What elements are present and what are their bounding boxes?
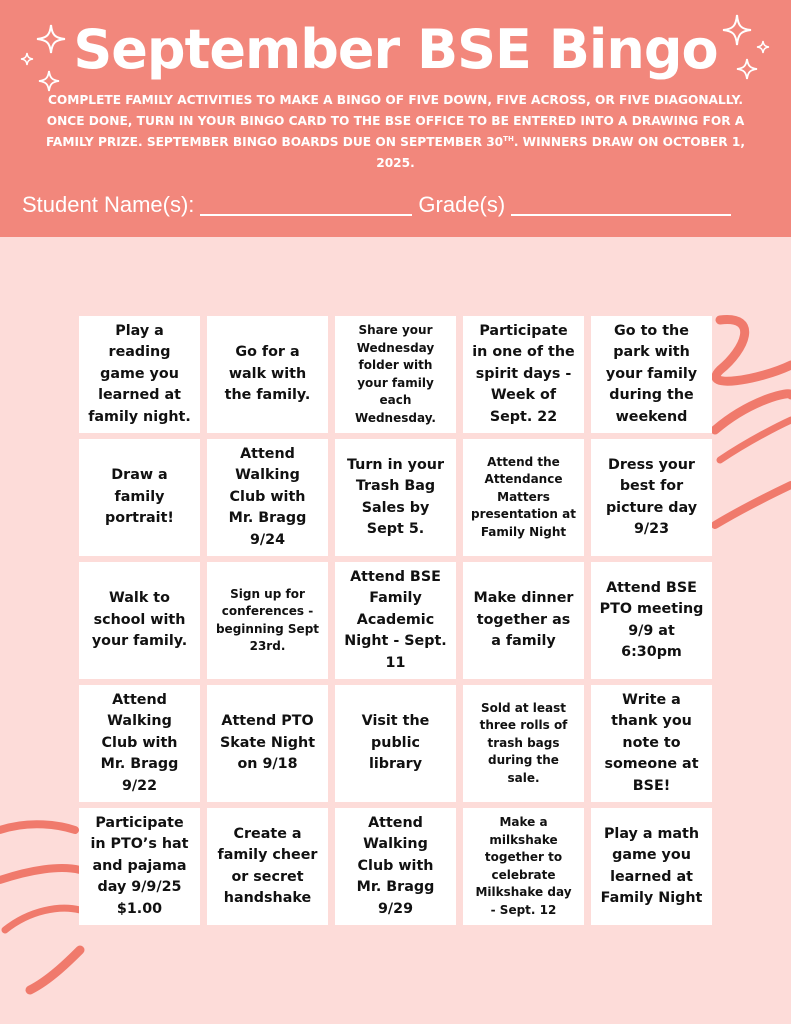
bingo-square-text: Dress your best for picture day 9/23 xyxy=(605,456,698,537)
bingo-square-text: Sold at least three rolls of trash bags during the sale. xyxy=(479,700,568,785)
grade-blank[interactable] xyxy=(511,192,731,216)
bingo-square-text: Turn in your Trash Bag Sales by Sept 5. xyxy=(347,456,444,537)
bingo-square[interactable] xyxy=(463,439,584,556)
bingo-square[interactable] xyxy=(591,685,712,802)
page-title: September BSE Bingo xyxy=(73,18,718,81)
header-banner xyxy=(0,0,791,237)
bingo-square[interactable] xyxy=(463,685,584,802)
bingo-square[interactable] xyxy=(207,562,328,679)
bingo-square[interactable] xyxy=(79,562,200,679)
bingo-square[interactable] xyxy=(207,316,328,433)
bingo-square[interactable] xyxy=(207,808,328,925)
instructions-end: . WINNERS DRAW ON OCTOBER 1, 2025. xyxy=(376,135,745,170)
bingo-square[interactable] xyxy=(335,808,456,925)
bingo-square-text: Share your Wednesday folder with your family each Wednesday. xyxy=(355,323,436,425)
instructions-main: COMPLETE FAMILY ACTIVITIES TO MAKE A BINGO OF FIVE DOWN, FIVE ACROSS, OR FIVE DIAGONALLY. ONCE DONE, TURN IN YOUR BINGO CARD TO THE BSE OFFICE TO BE ENTERED INTO A DRAWING FOR A FAMILY PRIZE. SEPTEMBER BINGO BOARDS DUE ON SEPTEMBER 30 xyxy=(45,93,745,149)
bingo-square-text: Write a thank you note to someone at BSE! xyxy=(604,691,699,794)
bingo-square-text: Make dinner together as a family xyxy=(473,590,574,650)
bingo-square-text: Attend BSE PTO meeting 9/9 at 6:30pm xyxy=(599,579,704,660)
bingo-square[interactable] xyxy=(207,685,328,802)
bingo-square[interactable] xyxy=(335,562,456,679)
instructions xyxy=(40,90,751,174)
bingo-board xyxy=(79,316,712,925)
bingo-square-text: Go for a walk with the family. xyxy=(224,344,311,404)
bingo-square-text: Sign up for conferences - beginning Sept 23rd. xyxy=(215,586,320,653)
student-info-line xyxy=(22,192,782,218)
bingo-square[interactable] xyxy=(335,316,456,433)
bingo-square-text: Participate in one of the spirit days - Week of Sept. 22 xyxy=(472,322,575,425)
bingo-square-text: Attend PTO Skate Night on 9/18 xyxy=(219,713,316,773)
bingo-square[interactable] xyxy=(79,808,200,925)
bingo-square-text: Play a math game you learned at Family Night xyxy=(600,825,703,906)
bingo-square[interactable] xyxy=(463,316,584,433)
bingo-square-text: Attend Walking Club with Mr. Bragg 9/29 xyxy=(356,814,435,917)
scribble-decoration-right xyxy=(700,310,791,540)
bingo-square[interactable] xyxy=(591,562,712,679)
bingo-square[interactable] xyxy=(463,562,584,679)
student-name-blank[interactable] xyxy=(200,192,412,216)
bingo-square[interactable] xyxy=(79,685,200,802)
bingo-square[interactable] xyxy=(79,316,200,433)
student-name-label: Student Name(s): xyxy=(22,192,195,217)
bingo-square[interactable] xyxy=(207,439,328,556)
bingo-square-text: Play a reading game you learned at family night. xyxy=(88,322,191,425)
bingo-square[interactable] xyxy=(335,439,456,556)
bingo-square-text: Create a family cheer or secret handshake xyxy=(217,825,318,906)
instructions-ordinal: TH xyxy=(503,134,514,143)
bingo-square-text: Draw a family portrait! xyxy=(105,467,174,527)
bingo-square-text: Attend the Attendance Matters presentation at Family Night xyxy=(471,454,576,539)
bingo-square-text: Attend BSE Family Academic Night - Sept. 11 xyxy=(344,568,447,671)
bingo-square[interactable] xyxy=(591,316,712,433)
bingo-square[interactable] xyxy=(79,439,200,556)
bingo-square-text: Participate in PTO’s hat and pajama day 9/9/25 $1.00 xyxy=(90,814,189,917)
bingo-square-text: Make a milkshake together to celebrate Milkshake day - Sept. 12 xyxy=(475,815,572,917)
bingo-square[interactable] xyxy=(463,808,584,925)
bingo-square-text: Attend Walking Club with Mr. Bragg 9/22 xyxy=(100,691,179,794)
bingo-square-text: Visit the public library xyxy=(361,713,430,773)
bingo-square-text: Attend Walking Club with Mr. Bragg 9/24 xyxy=(228,445,307,548)
bingo-square-text: Walk to school with your family. xyxy=(91,590,188,650)
bingo-square[interactable] xyxy=(591,439,712,556)
bingo-square[interactable] xyxy=(591,808,712,925)
grade-label: Grade(s) xyxy=(418,192,506,217)
scribble-decoration-left xyxy=(0,810,90,1000)
bingo-square-text: Go to the park with your family during the weekend xyxy=(605,322,698,425)
bingo-square[interactable] xyxy=(335,685,456,802)
